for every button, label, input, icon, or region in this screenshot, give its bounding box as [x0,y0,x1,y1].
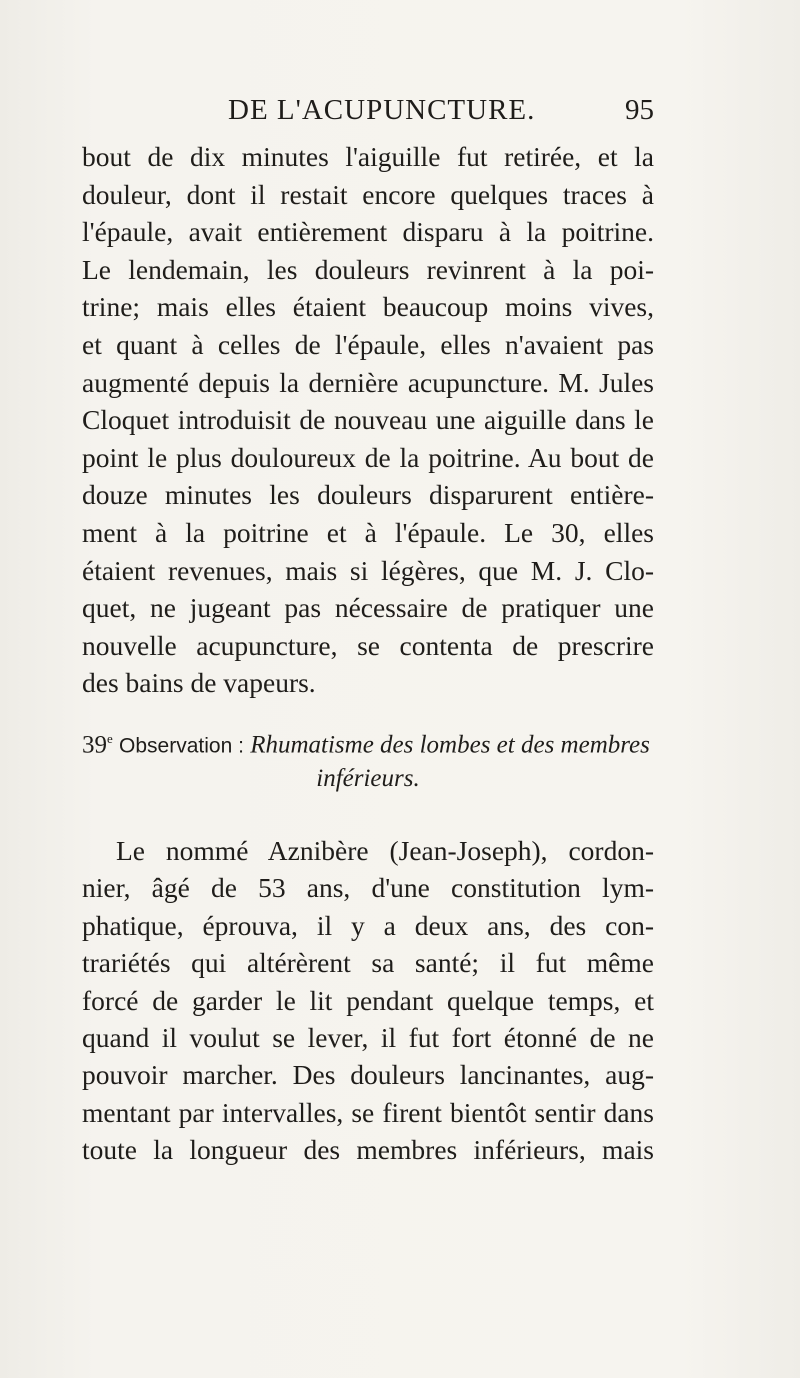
text-line: Le lendemain, les douleurs revinrent à la poi- [82,253,654,285]
text-line: trariétés qui altérèrent sa santé; il fut même [82,947,654,979]
page-number: 95 [625,94,654,126]
observation-title-line-1: Rhumatisme des lombes et des membres [250,731,650,759]
text-line: toute la longueur des membres inférieurs, mais [82,1134,654,1166]
text-line: augmenté depuis la dernière acupuncture. M. Jules [82,366,654,398]
text-line: des bains de vapeurs. [82,667,316,699]
text-line: Le nommé Aznibère (Jean-Joseph), cordon- [116,835,654,866]
text-line: Cloquet introduisit de nouveau une aiguille dans le [82,404,654,436]
text-line: forcé de garder le lit pendant quelque temps, et [82,984,654,1016]
text-line: ment à la poitrine et à l'épaule. Le 30, elles [82,516,654,548]
text-line: étaient revenues, mais si légères, que M. J. Clo- [82,554,654,586]
text-line: douze minutes les douleurs disparurent entière- [82,479,654,511]
observation-heading-line [82,722,654,762]
text-line: nier, âgé de 53 ans, d'une constitution lym- [82,872,654,904]
text-line: mentant par intervalles, se firent bientôt sentir dans [82,1096,654,1128]
text-line: bout de dix minutes l'aiguille fut retirée, et la [82,141,654,172]
text-line: quet, ne jugeant pas nécessaire de pratiquer une [82,592,654,624]
text-line: pouvoir marcher. Des douleurs lancinantes, aug- [82,1059,654,1091]
text-line: et quant à celles de l'épaule, elles n'avaient pas [82,328,654,360]
observation-title-line-2: inférieurs. [316,765,420,793]
observation-label: Observation : [119,734,244,758]
paragraph-observation [82,832,654,1169]
text-line: phatique, éprouva, il y a deux ans, des con- [82,909,654,941]
text-line: point le plus douloureux de la poitrine. Au bout de [82,441,654,473]
observation-heading [82,722,654,795]
page-header [82,92,654,136]
running-title: DE L'ACUPUNCTURE. [228,94,536,126]
text-line: douleur, dont il restait encore quelques traces à [82,178,654,210]
text-line: trine; mais elles étaient beaucoup moins vives, [82,291,654,323]
observation-number-sup: e [107,731,113,746]
text-line: nouvelle acupuncture, se contenta de prescrire [82,629,654,661]
observation-number: 39 [82,731,107,759]
text-line: quand il voulut se lever, il fut fort étonné de ne [82,1021,654,1053]
text-line: l'épaule, avait entièrement disparu à la poitrine. [82,216,654,248]
paragraph-continued [82,138,654,702]
